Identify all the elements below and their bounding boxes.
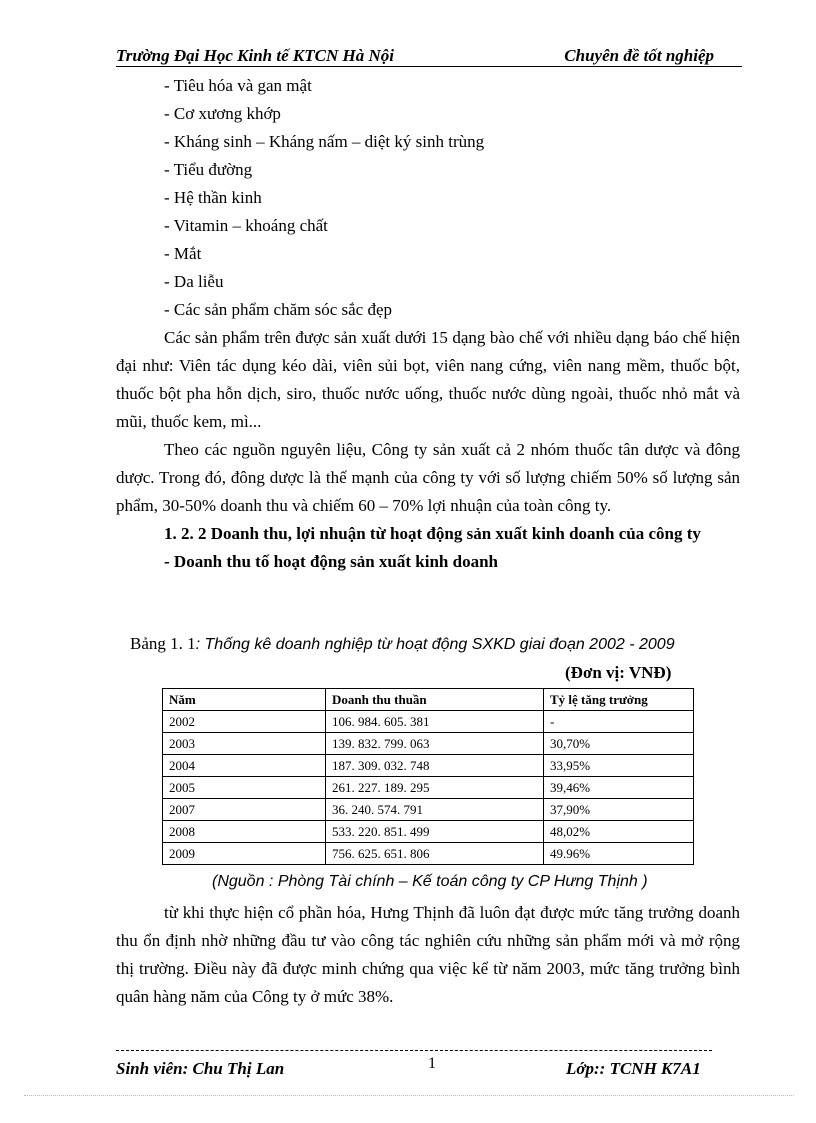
table-row <box>163 711 694 733</box>
list-item: - Cơ xương khớp <box>164 104 281 123</box>
table-caption <box>130 634 675 654</box>
table-source: (Nguồn : Phòng Tài chính – Kế toán công ty CP Hưng Thịnh ) <box>212 873 648 890</box>
cell-year: 2003 <box>163 733 326 755</box>
list-item: - Các sản phẩm chăm sóc sắc đẹp <box>164 300 392 319</box>
cell-year: 2007 <box>163 799 326 821</box>
page-header <box>116 44 742 67</box>
table-caption-prefix: Bảng 1. 1 <box>130 634 196 653</box>
cell-year: 2008 <box>163 821 326 843</box>
page-number: 1 <box>428 1055 436 1072</box>
paragraph-growth: từ khi thực hiện cổ phần hóa, Hưng Thịnh đã luôn đạt được mức tăng trưởng doanh thu ổn định nhờ những đầu tư vào công tác nghiên cứu những sản phẩm mới và mở rộng thị trường. Điều này đã được minh chứng qua việc kể từ năm 2003, mức tăng trưởng bình quân hàng năm của Công ty ở mức 38%. <box>116 903 740 1006</box>
paragraph-dosage-forms: Các sản phẩm trên được sản xuất dưới 15 dạng bào chế với nhiều dạng báo chế hiện đại như: Viên tác dụng kéo dài, viên sủi bọt, viên nang cứng, viên nang mềm, thuốc bột, thuốc bột pha hỗn dịch, siro, thuốc nước uống, thuốc nước dùng ngoài, thuốc nhỏ mắt và mũi, thuốc kem, mì... <box>116 328 740 431</box>
column-header-revenue: Doanh thu thuần <box>326 689 544 711</box>
list-item: - Hệ thần kinh <box>164 188 262 207</box>
cell-growth: - <box>544 711 694 733</box>
column-header-year: Năm <box>163 689 326 711</box>
list-item: - Tiểu đường <box>164 160 253 179</box>
body-text <box>116 72 740 576</box>
footer-student: Sinh viên: Chu Thị Lan <box>116 1059 285 1078</box>
table-row <box>163 843 694 865</box>
cell-year: 2005 <box>163 777 326 799</box>
cell-growth: 33,95% <box>544 755 694 777</box>
table-row <box>163 733 694 755</box>
list-item: - Mắt <box>164 244 202 263</box>
section-heading: 1. 2. 2 Doanh thu, lợi nhuận từ hoạt động sản xuất kinh doanh của công ty <box>164 524 701 543</box>
cell-growth: 37,90% <box>544 799 694 821</box>
table-row <box>163 821 694 843</box>
table-row <box>163 777 694 799</box>
footer-class: Lớp:: TCNH K7A1 <box>566 1059 701 1078</box>
table-caption-title: : Thống kê doanh nghiệp từ hoạt động SXKD giai đoạn 2002 - 2009 <box>195 636 675 653</box>
body-text-conclusion <box>116 899 740 1011</box>
list-item: - Tiêu hóa và gan mật <box>164 76 312 95</box>
list-item: - Da liễu <box>164 272 224 291</box>
list-item: - Vitamin – khoáng chất <box>164 216 328 235</box>
table-row <box>163 755 694 777</box>
paragraph-materials: Theo các nguồn nguyên liệu, Công ty sản xuất cả 2 nhóm thuốc tân dược và đông dược. Trong đó, đông dược là thế mạnh của công ty với số lượng chiếm 50% số lượng sản phẩm, 30-50% doanh thu và chiếm 60 – 70% lợi nhuận của toàn công ty. <box>116 440 740 515</box>
cell-year: 2004 <box>163 755 326 777</box>
list-item: - Kháng sinh – Kháng nấm – diệt ký sinh trùng <box>164 132 485 151</box>
subheading: - Doanh thu tố hoạt động sản xuất kinh doanh <box>164 552 498 571</box>
cell-growth: 39,46% <box>544 777 694 799</box>
cell-revenue: 756. 625. 651. 806 <box>326 843 544 865</box>
header-school: Trường Đại Học Kinh tế KTCN Hà Nội <box>116 46 394 65</box>
revenue-table <box>162 688 694 865</box>
cell-revenue: 187. 309. 032. 748 <box>326 755 544 777</box>
unit-label: (Đơn vị: VNĐ) <box>565 663 672 682</box>
cell-revenue: 36. 240. 574. 791 <box>326 799 544 821</box>
page-footer <box>116 1050 712 1085</box>
cell-revenue: 106. 984. 605. 381 <box>326 711 544 733</box>
cell-revenue: 533. 220. 851. 499 <box>326 821 544 843</box>
cell-growth: 49.96% <box>544 843 694 865</box>
column-header-growth: Tỷ lệ tăng trưởng <box>544 689 694 711</box>
header-document-type: Chuyên đề tốt nghiệp <box>564 46 714 65</box>
cell-growth: 48,02% <box>544 821 694 843</box>
table-row <box>163 799 694 821</box>
cell-revenue: 139. 832. 799. 063 <box>326 733 544 755</box>
cell-year: 2009 <box>163 843 326 865</box>
table-header-row <box>163 689 694 711</box>
cell-year: 2002 <box>163 711 326 733</box>
cell-revenue: 261. 227. 189. 295 <box>326 777 544 799</box>
page-bottom-divider <box>24 1095 794 1096</box>
cell-growth: 30,70% <box>544 733 694 755</box>
